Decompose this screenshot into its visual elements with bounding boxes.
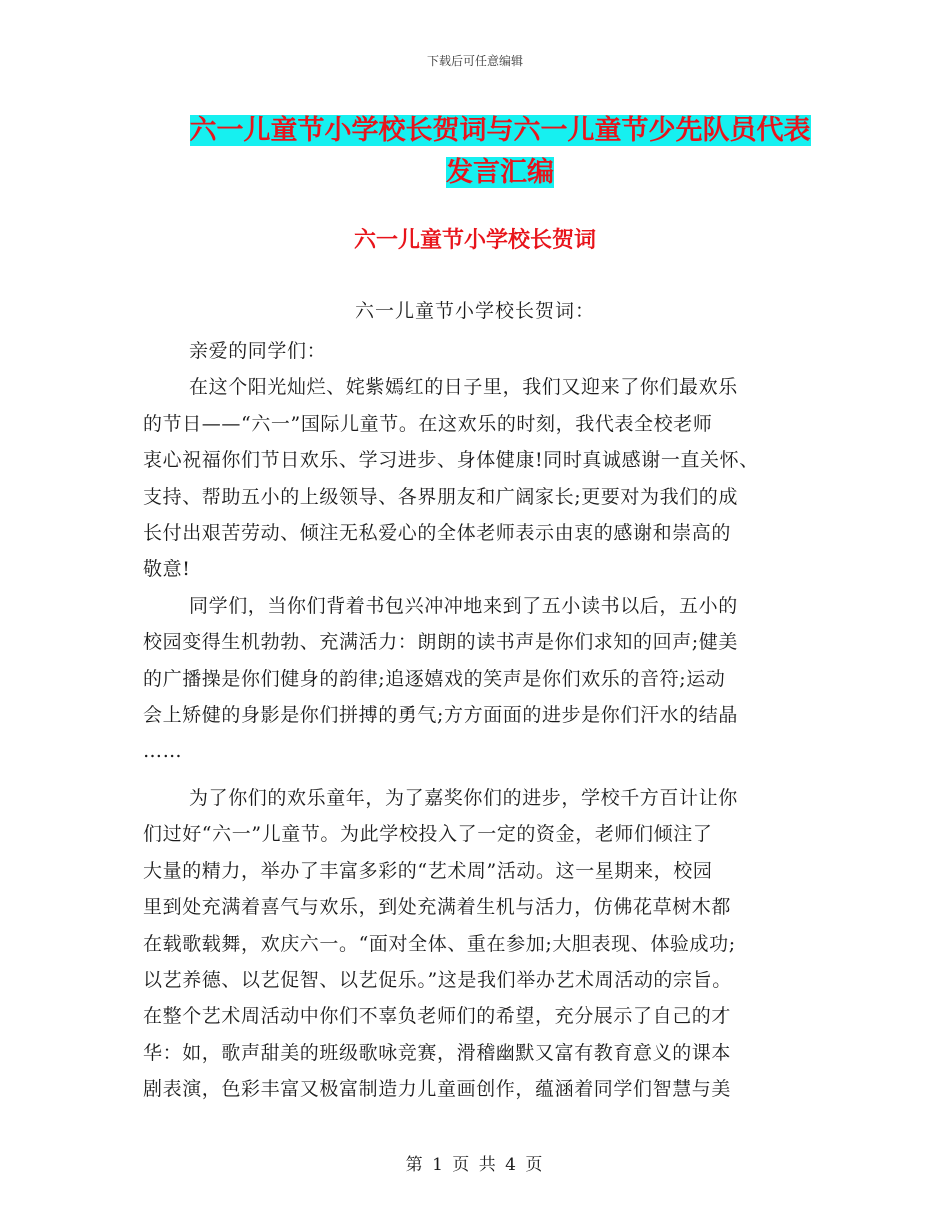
paragraph-1-line: 长付出艰苦劳动、倾注无私爱心的全体老师表示由衷的感谢和崇高的	[143, 522, 732, 545]
speech-subtitle: 六一儿童节小学校长贺词：	[354, 300, 595, 322]
paragraph-2-line: 会上矫健的身影是你们拼搏的勇气;方方面面的进步是你们汗水的结晶	[143, 704, 739, 727]
paragraph-2-line: 同学们，当你们背着书包兴冲冲地来到了五小读书以后，五小的	[189, 594, 738, 617]
speech-body	[143, 333, 813, 1108]
paragraph-2-line: ……	[143, 740, 183, 763]
paragraph-gap	[143, 770, 813, 780]
paragraph-2-line: 的广播操是你们健身的韵律;追逐嬉戏的笑声是你们欢乐的音符;运动	[143, 667, 726, 690]
paragraph-1-line: 在这个阳光灿烂、姹紫嫣红的日子里，我们又迎来了你们最欢乐	[189, 376, 738, 399]
paragraph-3-line: 以艺养德、以艺促智、以艺促乐。”这是我们举办艺术周活动的宗旨。	[143, 968, 732, 991]
paragraph-3-line: 里到处充满着喜气与欢乐，到处充满着生机与活力，仿佛花草树木都	[143, 896, 732, 919]
document-title	[120, 110, 880, 194]
paragraph-3-line: 在载歌载舞，欢庆六一。“面对全体、重在参加;大胆表现、体验成功;	[143, 932, 736, 955]
paragraph-1-line: 衷心祝福你们节日欢乐、学习进步、身体健康!同时真诚感谢一直关怀、	[143, 449, 759, 472]
page-footer: 第 1 页 共 4 页	[405, 1155, 545, 1175]
paragraph-1-line: 的节日——“六一”国际儿童节。在这欢乐的时刻，我代表全校老师	[143, 412, 713, 435]
greeting: 亲爱的同学们：	[189, 340, 327, 362]
paragraph-3-line: 在整个艺术周活动中你们不辜负老师们的希望，充分展示了自己的才	[143, 1005, 732, 1028]
paragraph-3-line: 剧表演，色彩丰富又极富制造力儿童画创作，蕴涵着同学们智慧与美	[143, 1078, 732, 1101]
section-heading: 六一儿童节小学校长贺词	[353, 228, 596, 253]
header-note: 下载后可任意编辑	[426, 54, 523, 68]
paragraph-1-line: 敬意!	[143, 558, 191, 581]
paragraph-3-line: 华：如，歌声甜美的班级歌咏竞赛，滑稽幽默又富有教育意义的课本	[143, 1041, 732, 1064]
paragraph-3-line: 们过好“六一”儿童节。为此学校投入了一定的资金，老师们倾注了	[143, 823, 713, 846]
paragraph-1-line: 支持、帮助五小的上级领导、各界朋友和广阔家长;更要对为我们的成	[143, 485, 739, 508]
paragraph-3-line: 大量的精力，举办了丰富多彩的“艺术周”活动。这一星期来，校园	[143, 859, 713, 882]
title-line-2: 发言汇编	[446, 157, 554, 188]
paragraph-3-line: 为了你们的欢乐童年，为了嘉奖你们的进步，学校千方百计让你	[189, 786, 738, 809]
paragraph-2-line: 校园变得生机勃勃、充满活力：朗朗的读书声是你们求知的回声;健美	[143, 631, 739, 654]
title-line-1: 六一儿童节小学校长贺词与六一儿童节少先队员代表	[189, 115, 811, 146]
